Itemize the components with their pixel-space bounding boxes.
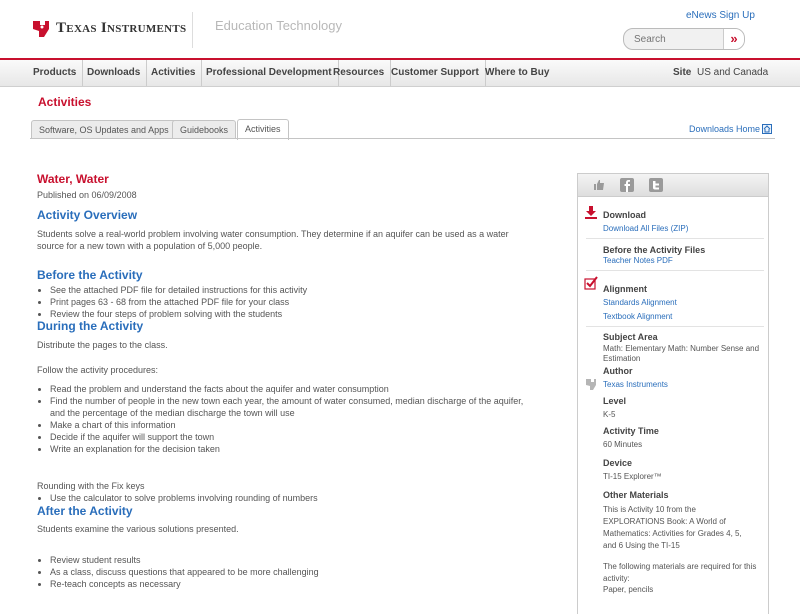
header-divider [192, 12, 193, 48]
home-icon[interactable] [762, 124, 772, 134]
subject-area-value: Math: Elementary Math: Number Sense and Estimation [603, 344, 760, 363]
site-label: Site [673, 67, 692, 78]
list-item: • Review the four steps of problem solving with the students [50, 308, 537, 320]
overview-heading: Activity Overview [37, 208, 138, 222]
before-list [37, 284, 537, 320]
list-item: • Read the problem and understand the facts about the aquifer and water consumption [50, 383, 537, 395]
tab-guidebooks[interactable]: Guidebooks [172, 120, 236, 139]
search-go-button[interactable]: » [723, 29, 744, 49]
download-label: Download [603, 210, 646, 220]
nav-downloads[interactable]: Downloads [81, 60, 147, 86]
subject-area-label: Subject Area [603, 332, 658, 342]
before-heading: Before the Activity [37, 268, 143, 282]
enews-signup-link[interactable]: eNews Sign Up [686, 10, 755, 21]
standards-alignment-link[interactable]: Standards Alignment [603, 298, 677, 307]
twitter-icon[interactable] [649, 178, 663, 192]
activity-sidebar [577, 173, 769, 614]
rounding-heading: Rounding with the Fix keys [37, 481, 145, 491]
overview-text: Students solve a real-world problem involving water consumption. They determine if an aquifer can be used as a water source for a new town with a population of 5,000 people. [37, 229, 509, 251]
alignment-label: Alignment [603, 284, 647, 294]
during-intro: Distribute the pages to the class. [37, 340, 168, 350]
search-box [623, 28, 745, 50]
ti-author-icon [584, 377, 598, 391]
main-nav [0, 58, 800, 87]
device-label: Device [603, 458, 633, 468]
after-heading: After the Activity [37, 504, 133, 518]
other-materials-value: This is Activity 10 from the EXPLORATIONS Book: A World of Mathematics: Activities for Grades 4, 5, and 6 Using the TI-15 [603, 505, 742, 550]
textbook-alignment-link[interactable]: Textbook Alignment [603, 312, 673, 321]
divider [586, 326, 764, 327]
tab-divider [30, 138, 775, 139]
list-item: • Decide if the aquifer will support the town [50, 431, 537, 443]
activity-title: Water, Water [37, 172, 109, 186]
device-value: TI-15 Explorer™ [603, 472, 662, 481]
before-files-label: Before the Activity Files [603, 245, 706, 255]
tab-software[interactable]: Software, OS Updates and Apps [31, 120, 177, 139]
nav-products[interactable]: Products [27, 60, 83, 86]
downloads-home-link[interactable]: Downloads Home [689, 124, 761, 134]
after-list [37, 554, 537, 590]
nav-resources[interactable]: Resources [327, 60, 391, 86]
thumbs-up-icon[interactable] [592, 178, 606, 192]
rounding-list [37, 492, 537, 504]
activity-time-value: 60 Minutes [603, 440, 643, 449]
author-link[interactable]: Texas Instruments [603, 380, 668, 389]
published-date: Published on 06/09/2008 [37, 190, 137, 200]
follow-text: Follow the activity procedures: [37, 365, 159, 375]
other-materials-label: Other Materials [603, 490, 669, 500]
list-item: • Find the number of people in the new town each year, the amount of water consumed, median discharge of the aquifer, and the percentage of the median discharge the town will use [50, 395, 537, 419]
site-selector[interactable]: US and Canada [697, 67, 769, 78]
ti-logo-icon[interactable] [30, 18, 52, 40]
required-materials-items: Paper, pencils [603, 585, 654, 594]
header-subtitle: Education Technology [215, 18, 342, 33]
activity-content [37, 172, 537, 590]
checkbox-check-icon [584, 276, 598, 290]
download-icon [584, 205, 598, 219]
teacher-notes-link[interactable]: Teacher Notes PDF [603, 256, 673, 265]
divider [586, 238, 764, 239]
level-label: Level [603, 396, 627, 406]
during-heading: During the Activity [37, 319, 144, 333]
brand-name[interactable]: Texas Instruments [56, 20, 187, 36]
tab-activities[interactable]: Activities [237, 119, 289, 140]
list-item: • Print pages 63 - 68 from the attached PDF file for your class [50, 296, 537, 308]
level-value: K-5 [603, 410, 616, 419]
divider [586, 270, 764, 271]
social-bar [578, 174, 768, 197]
nav-customer-support[interactable]: Customer Support [385, 60, 486, 86]
list-item: • See the attached PDF file for detailed instructions for this activity [50, 284, 537, 296]
download-all-link[interactable]: Download All Files (ZIP) [603, 224, 689, 233]
nav-professional-development[interactable]: Professional Development [200, 60, 339, 86]
search-input[interactable] [632, 31, 726, 48]
list-item: • Review student results [50, 554, 537, 566]
list-item: • Use the calculator to solve problems involving rounding of numbers [50, 492, 537, 504]
list-item: • Re-teach concepts as necessary [50, 578, 537, 590]
author-label: Author [603, 366, 633, 376]
nav-activities[interactable]: Activities [145, 60, 202, 86]
during-list [37, 383, 537, 455]
list-item: • Make a chart of this information [50, 419, 537, 431]
activity-time-label: Activity Time [603, 426, 659, 436]
nav-where-to-buy[interactable]: Where to Buy [485, 67, 550, 78]
page-title: Activities [38, 95, 92, 109]
list-item: • As a class, discuss questions that appeared to be more challenging [50, 566, 537, 578]
list-item: • Write an explanation for the decision taken [50, 443, 537, 455]
facebook-icon[interactable] [620, 178, 634, 192]
required-materials-text: The following materials are required for this activity: [603, 562, 757, 583]
after-intro: Students examine the various solutions presented. [37, 524, 239, 534]
